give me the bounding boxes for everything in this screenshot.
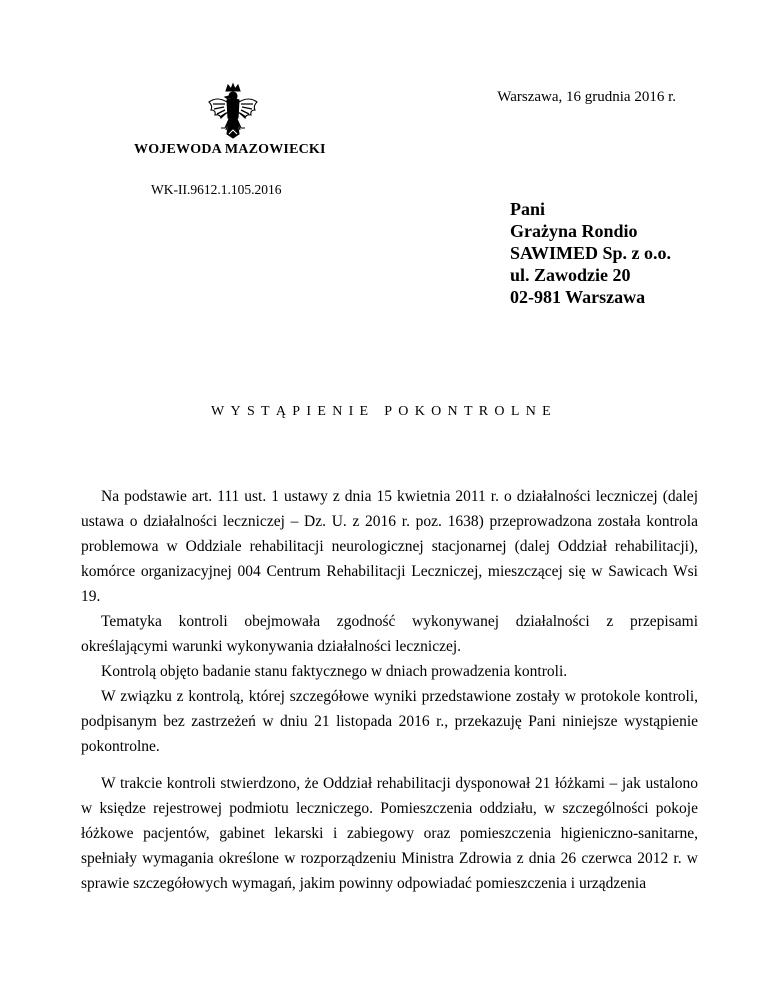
body-paragraph: Kontrolą objęto badanie stanu faktycznego w dniach prowadzenia kontroli. [101,663,568,680]
document-title: WYSTĄPIENIE POKONTROLNE [211,404,557,419]
body-paragraph: W trakcie kontroli stwierdzono, że Oddział rehabilitacji dysponował 21 łóżkami – jak ustalono w księdze rejestrowej podmiotu leczniczego. Pomieszczenia oddziału, w szczególności pokoje łóżkowe pacjentów, gabinet lekarski i zabiegowy oraz pomieszczenia higieniczno-sanitarne, spełniały wymagania określone w rozporządzeniu Ministra Zdrowia z dnia 26 czerwca 2012 r. w sprawie szczegółowych wymagań, jakim powinny odpowiadać pomieszczenia i urządzenia [81,775,698,892]
reference-number: WK-II.9612.1.105.2016 [151,182,282,197]
addressee-line: 02-981 Warszawa [510,287,646,307]
date-line: Warszawa, 16 grudnia 2016 r. [497,89,676,105]
body-paragraph: W związku z kontrolą, której szczegółowe wyniki przedstawione zostały w protokole kontroli, podpisanym bez zastrzeżeń w dniu 21 listopada 2016 r., przekazuję Pani niniejsze wystąpienie pokontrolne. [81,688,698,755]
addressee-line: Pani [510,199,546,219]
body-paragraph: Na podstawie art. 111 ust. 1 ustawy z dnia 15 kwietnia 2011 r. o działalności leczniczej (dalej ustawa o działalności leczniczej – Dz. U. z 2016 r. poz. 1638) przeprowadzona została kontrola problemowa w Oddziale rehabilitacji neurologicznej stacjonarnej (dalej Oddział rehabilitacji), komórce organizacyjnej 004 Centrum Rehabilitacji Leczniczej, mieszczącej się w Sawicach Wsi 19. [81,488,698,605]
issuing-authority: WOJEWODA MAZOWIECKI [134,142,326,157]
body-paragraph: Tematyka kontroli obejmowała zgodność wykonywanej działalności z przepisami określającymi warunki wykonywania działalności leczniczej. [81,613,698,655]
addressee-line: ul. Zawodzie 20 [510,265,631,285]
addressee-block [510,198,671,308]
polish-eagle-emblem-icon [207,82,259,140]
addressee-line: SAWIMED Sp. z o.o. [510,243,672,263]
document-body [81,484,698,896]
addressee-line: Grażyna Rondio [510,221,638,241]
